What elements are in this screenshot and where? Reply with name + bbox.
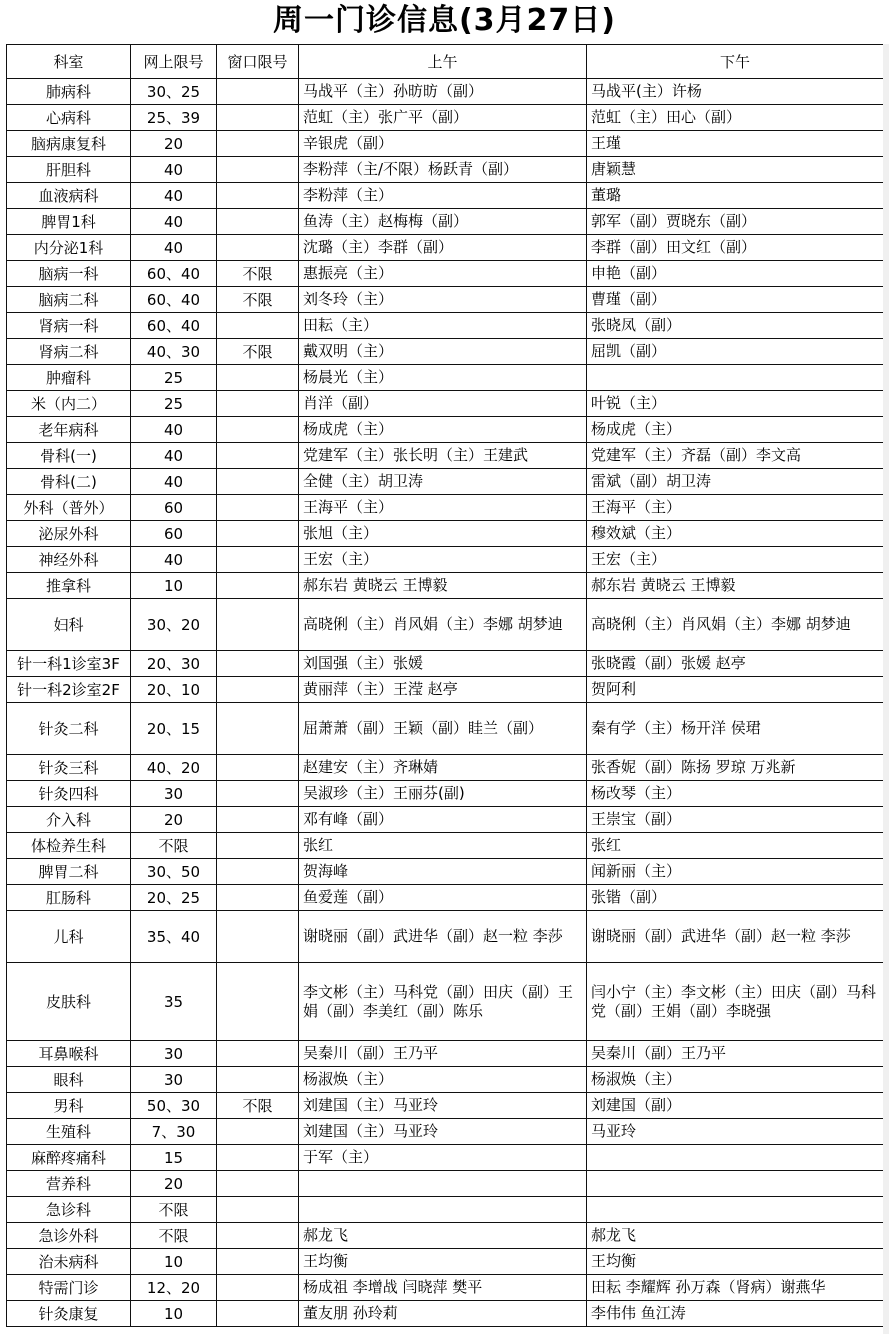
table-row	[7, 521, 884, 547]
afternoon-doctors-cell: 谢晓丽（副）武进华（副）赵一粒 李莎	[587, 911, 884, 963]
table-row	[7, 1197, 884, 1223]
online-limit-cell: 25	[131, 365, 217, 391]
morning-doctors-cell: 张旭（主）	[299, 521, 587, 547]
table-row	[7, 235, 884, 261]
window-limit-cell	[217, 495, 299, 521]
online-limit-cell: 10	[131, 573, 217, 599]
window-limit-cell	[217, 677, 299, 703]
online-limit-cell: 不限	[131, 1197, 217, 1223]
right-edge-strip	[883, 44, 889, 1334]
window-limit-cell	[217, 79, 299, 105]
table-row	[7, 365, 884, 391]
afternoon-doctors-cell: 范虹（主）田心（副）	[587, 105, 884, 131]
table-row	[7, 911, 884, 963]
online-limit-cell: 40	[131, 417, 217, 443]
morning-doctors-cell: 谢晓丽（副）武进华（副）赵一粒 李莎	[299, 911, 587, 963]
afternoon-doctors-cell: 李群（副）田文红（副）	[587, 235, 884, 261]
department-cell: 眼科	[7, 1067, 131, 1093]
window-limit-cell: 不限	[217, 339, 299, 365]
morning-doctors-cell: 于军（主）	[299, 1145, 587, 1171]
table-row	[7, 443, 884, 469]
department-cell: 皮肤科	[7, 963, 131, 1041]
table-row	[7, 313, 884, 339]
morning-doctors-cell: 董友朋 孙玲莉	[299, 1301, 587, 1327]
department-cell: 针灸二科	[7, 703, 131, 755]
morning-doctors-cell: 刘国强（主）张媛	[299, 651, 587, 677]
department-cell: 脑病二科	[7, 287, 131, 313]
morning-doctors-cell: 吴秦川（副）王乃平	[299, 1041, 587, 1067]
online-limit-cell: 40	[131, 547, 217, 573]
window-limit-cell	[217, 1041, 299, 1067]
afternoon-doctors-cell	[587, 365, 884, 391]
morning-doctors-cell: 全健（主）胡卫涛	[299, 469, 587, 495]
online-limit-cell: 60	[131, 495, 217, 521]
department-cell: 肿瘤科	[7, 365, 131, 391]
afternoon-doctors-cell: 张晓霞（副）张媛 赵亭	[587, 651, 884, 677]
table-row	[7, 807, 884, 833]
table-row	[7, 1067, 884, 1093]
morning-doctors-cell: 戴双明（主）	[299, 339, 587, 365]
online-limit-cell: 20	[131, 1171, 217, 1197]
morning-doctors-cell: 范虹（主）张广平（副）	[299, 105, 587, 131]
morning-doctors-cell: 王宏（主）	[299, 547, 587, 573]
morning-doctors-cell: 张红	[299, 833, 587, 859]
table-row	[7, 1093, 884, 1119]
window-limit-cell	[217, 1171, 299, 1197]
window-limit-cell	[217, 391, 299, 417]
afternoon-doctors-cell: 杨成虎（主）	[587, 417, 884, 443]
online-limit-cell: 35	[131, 963, 217, 1041]
morning-doctors-cell	[299, 1197, 587, 1223]
department-cell: 营养科	[7, 1171, 131, 1197]
table-row	[7, 755, 884, 781]
department-cell: 针一科1诊室3F	[7, 651, 131, 677]
afternoon-doctors-cell: 王瑾	[587, 131, 884, 157]
afternoon-doctors-cell: 闻新丽（主）	[587, 859, 884, 885]
morning-doctors-cell: 刘冬玲（主）	[299, 287, 587, 313]
table-row	[7, 859, 884, 885]
online-limit-cell: 30	[131, 1067, 217, 1093]
morning-doctors-cell: 李文彬（主）马科党（副）田庆（副）王娟（副）李美红（副）陈乐	[299, 963, 587, 1041]
morning-doctors-cell: 王海平（主）	[299, 495, 587, 521]
afternoon-doctors-cell: 张晓凤（副）	[587, 313, 884, 339]
online-limit-cell: 40	[131, 183, 217, 209]
table-row	[7, 1249, 884, 1275]
online-limit-cell: 30、20	[131, 599, 217, 651]
department-cell: 特需门诊	[7, 1275, 131, 1301]
online-limit-cell: 35、40	[131, 911, 217, 963]
table-row	[7, 1145, 884, 1171]
table-row	[7, 339, 884, 365]
afternoon-doctors-cell: 唐颖慧	[587, 157, 884, 183]
afternoon-doctors-cell	[587, 1171, 884, 1197]
online-limit-cell: 30、25	[131, 79, 217, 105]
department-cell: 针灸康复	[7, 1301, 131, 1327]
table-row	[7, 781, 884, 807]
afternoon-doctors-cell: 马亚玲	[587, 1119, 884, 1145]
online-limit-cell: 40、30	[131, 339, 217, 365]
department-cell: 针灸三科	[7, 755, 131, 781]
window-limit-cell: 不限	[217, 1093, 299, 1119]
morning-doctors-cell: 田耘（主）	[299, 313, 587, 339]
header-afternoon: 下午	[587, 45, 884, 79]
page-title: 周一门诊信息(3月27日)	[272, 3, 617, 38]
afternoon-doctors-cell: 穆效斌（主）	[587, 521, 884, 547]
online-limit-cell: 不限	[131, 833, 217, 859]
morning-doctors-cell: 鱼涛（主）赵梅梅（副）	[299, 209, 587, 235]
table-row	[7, 547, 884, 573]
morning-doctors-cell: 惠振亮（主）	[299, 261, 587, 287]
department-cell: 生殖科	[7, 1119, 131, 1145]
online-limit-cell: 20、15	[131, 703, 217, 755]
department-cell: 肝胆科	[7, 157, 131, 183]
department-cell: 急诊科	[7, 1197, 131, 1223]
online-limit-cell: 40	[131, 157, 217, 183]
afternoon-doctors-cell	[587, 1197, 884, 1223]
online-limit-cell: 25、39	[131, 105, 217, 131]
table-body	[7, 79, 884, 1327]
department-cell: 脑病一科	[7, 261, 131, 287]
morning-doctors-cell: 杨成虎（主）	[299, 417, 587, 443]
table-row	[7, 79, 884, 105]
window-limit-cell	[217, 209, 299, 235]
morning-doctors-cell: 邓有峰（副）	[299, 807, 587, 833]
window-limit-cell	[217, 963, 299, 1041]
window-limit-cell	[217, 157, 299, 183]
header-window-limit: 窗口限号	[217, 45, 299, 79]
header-morning: 上午	[299, 45, 587, 79]
afternoon-doctors-cell: 高晓俐（主）肖风娟（主）李娜 胡梦迪	[587, 599, 884, 651]
online-limit-cell: 7、30	[131, 1119, 217, 1145]
online-limit-cell: 20、30	[131, 651, 217, 677]
window-limit-cell	[217, 547, 299, 573]
department-cell: 脑病康复科	[7, 131, 131, 157]
afternoon-doctors-cell: 马战平(主）许杨	[587, 79, 884, 105]
window-limit-cell	[217, 573, 299, 599]
department-cell: 血液病科	[7, 183, 131, 209]
table-row	[7, 573, 884, 599]
afternoon-doctors-cell: 申艳（副）	[587, 261, 884, 287]
afternoon-doctors-cell: 张香妮（副）陈扬 罗琼 万兆新	[587, 755, 884, 781]
department-cell: 老年病科	[7, 417, 131, 443]
online-limit-cell: 20、10	[131, 677, 217, 703]
window-limit-cell	[217, 911, 299, 963]
online-limit-cell: 60	[131, 521, 217, 547]
online-limit-cell: 12、20	[131, 1275, 217, 1301]
window-limit-cell	[217, 833, 299, 859]
online-limit-cell: 20	[131, 131, 217, 157]
window-limit-cell	[217, 1145, 299, 1171]
online-limit-cell: 40	[131, 443, 217, 469]
afternoon-doctors-cell: 杨改琴（主）	[587, 781, 884, 807]
table-row	[7, 885, 884, 911]
morning-doctors-cell: 贺海峰	[299, 859, 587, 885]
department-cell: 男科	[7, 1093, 131, 1119]
department-cell: 针灸四科	[7, 781, 131, 807]
morning-doctors-cell: 屈萧萧（副）王颖（副）眭兰（副）	[299, 703, 587, 755]
table-row	[7, 677, 884, 703]
afternoon-doctors-cell: 郭军（副）贾晓东（副）	[587, 209, 884, 235]
clinic-schedule-table	[6, 44, 884, 1327]
window-limit-cell	[217, 651, 299, 677]
afternoon-doctors-cell: 王海平（主）	[587, 495, 884, 521]
morning-doctors-cell: 李粉萍（主）	[299, 183, 587, 209]
online-limit-cell: 30	[131, 1041, 217, 1067]
window-limit-cell	[217, 1275, 299, 1301]
online-limit-cell: 30、50	[131, 859, 217, 885]
table-row	[7, 963, 884, 1041]
window-limit-cell	[217, 1197, 299, 1223]
online-limit-cell: 20	[131, 807, 217, 833]
table-row	[7, 261, 884, 287]
table-row	[7, 209, 884, 235]
table-row	[7, 131, 884, 157]
morning-doctors-cell: 鱼爱莲（副）	[299, 885, 587, 911]
afternoon-doctors-cell: 闫小宁（主）李文彬（主）田庆（副）马科党（副）王娟（副）李晓强	[587, 963, 884, 1041]
table-row	[7, 703, 884, 755]
table-row	[7, 1119, 884, 1145]
department-cell: 脾胃二科	[7, 859, 131, 885]
window-limit-cell: 不限	[217, 261, 299, 287]
department-cell: 骨科(一)	[7, 443, 131, 469]
window-limit-cell	[217, 183, 299, 209]
department-cell: 神经外科	[7, 547, 131, 573]
window-limit-cell	[217, 859, 299, 885]
online-limit-cell: 60、40	[131, 261, 217, 287]
morning-doctors-cell: 杨淑焕（主）	[299, 1067, 587, 1093]
online-limit-cell: 不限	[131, 1223, 217, 1249]
department-cell: 米（内二）	[7, 391, 131, 417]
table-row	[7, 651, 884, 677]
morning-doctors-cell: 吴淑珍（主）王丽芬(副)	[299, 781, 587, 807]
morning-doctors-cell	[299, 1171, 587, 1197]
window-limit-cell	[217, 1119, 299, 1145]
afternoon-doctors-cell: 郝东岩 黄晓云 王博毅	[587, 573, 884, 599]
table-row	[7, 599, 884, 651]
window-limit-cell	[217, 599, 299, 651]
department-cell: 肛肠科	[7, 885, 131, 911]
department-cell: 妇科	[7, 599, 131, 651]
window-limit-cell	[217, 703, 299, 755]
window-limit-cell	[217, 1223, 299, 1249]
afternoon-doctors-cell: 叶锐（主）	[587, 391, 884, 417]
window-limit-cell	[217, 1249, 299, 1275]
department-cell: 介入科	[7, 807, 131, 833]
afternoon-doctors-cell: 王均衡	[587, 1249, 884, 1275]
window-limit-cell	[217, 365, 299, 391]
table-row	[7, 495, 884, 521]
online-limit-cell: 40	[131, 209, 217, 235]
table-row	[7, 1041, 884, 1067]
afternoon-doctors-cell: 党建军（主）齐磊（副）李文高	[587, 443, 884, 469]
afternoon-doctors-cell: 杨淑焕（主）	[587, 1067, 884, 1093]
afternoon-doctors-cell	[587, 1145, 884, 1171]
morning-doctors-cell: 杨成祖 李增战 闫晓萍 樊平	[299, 1275, 587, 1301]
morning-doctors-cell: 刘建国（主）马亚玲	[299, 1119, 587, 1145]
afternoon-doctors-cell: 张锴（副）	[587, 885, 884, 911]
afternoon-doctors-cell: 雷斌（副）胡卫涛	[587, 469, 884, 495]
morning-doctors-cell: 马战平（主）孙昉昉（副）	[299, 79, 587, 105]
morning-doctors-cell: 辛银虎（副）	[299, 131, 587, 157]
afternoon-doctors-cell: 贺阿利	[587, 677, 884, 703]
morning-doctors-cell: 沈璐（主）李群（副）	[299, 235, 587, 261]
table-row	[7, 391, 884, 417]
window-limit-cell	[217, 1067, 299, 1093]
header-department: 科室	[7, 45, 131, 79]
morning-doctors-cell: 杨晨光（主）	[299, 365, 587, 391]
department-cell: 泌尿外科	[7, 521, 131, 547]
window-limit-cell	[217, 521, 299, 547]
afternoon-doctors-cell: 秦有学（主）杨开洋 侯珺	[587, 703, 884, 755]
afternoon-doctors-cell: 屈凯（副）	[587, 339, 884, 365]
window-limit-cell	[217, 105, 299, 131]
table-row	[7, 1301, 884, 1327]
table-row	[7, 417, 884, 443]
window-limit-cell	[217, 417, 299, 443]
department-cell: 内分泌1科	[7, 235, 131, 261]
department-cell: 肾病二科	[7, 339, 131, 365]
department-cell: 脾胃1科	[7, 209, 131, 235]
department-cell: 麻醉疼痛科	[7, 1145, 131, 1171]
department-cell: 推拿科	[7, 573, 131, 599]
department-cell: 耳鼻喉科	[7, 1041, 131, 1067]
afternoon-doctors-cell: 王崇宝（副）	[587, 807, 884, 833]
table-row	[7, 1223, 884, 1249]
window-limit-cell	[217, 469, 299, 495]
window-limit-cell	[217, 755, 299, 781]
window-limit-cell	[217, 1301, 299, 1327]
table-header-row	[7, 45, 884, 79]
table-row	[7, 287, 884, 313]
department-cell: 针一科2诊室2F	[7, 677, 131, 703]
department-cell: 体检养生科	[7, 833, 131, 859]
department-cell: 治未病科	[7, 1249, 131, 1275]
afternoon-doctors-cell: 曹瑾（副）	[587, 287, 884, 313]
online-limit-cell: 15	[131, 1145, 217, 1171]
morning-doctors-cell: 高晓俐（主）肖风娟（主）李娜 胡梦迪	[299, 599, 587, 651]
morning-doctors-cell: 肖洋（副）	[299, 391, 587, 417]
table-row	[7, 157, 884, 183]
window-limit-cell	[217, 885, 299, 911]
afternoon-doctors-cell: 田耘 李耀辉 孙万森（肾病）谢燕华	[587, 1275, 884, 1301]
online-limit-cell: 20、25	[131, 885, 217, 911]
window-limit-cell: 不限	[217, 287, 299, 313]
morning-doctors-cell: 郝东岩 黄晓云 王博毅	[299, 573, 587, 599]
department-cell: 外科（普外）	[7, 495, 131, 521]
online-limit-cell: 60、40	[131, 287, 217, 313]
department-cell: 肾病一科	[7, 313, 131, 339]
table-row	[7, 469, 884, 495]
online-limit-cell: 10	[131, 1249, 217, 1275]
table-row	[7, 1275, 884, 1301]
afternoon-doctors-cell: 吴秦川（副）王乃平	[587, 1041, 884, 1067]
morning-doctors-cell: 郝龙飞	[299, 1223, 587, 1249]
window-limit-cell	[217, 235, 299, 261]
afternoon-doctors-cell: 董璐	[587, 183, 884, 209]
morning-doctors-cell: 黄丽萍（主）王滢 赵亭	[299, 677, 587, 703]
online-limit-cell: 10	[131, 1301, 217, 1327]
online-limit-cell: 50、30	[131, 1093, 217, 1119]
header-online-limit: 网上限号	[131, 45, 217, 79]
department-cell: 儿科	[7, 911, 131, 963]
table-row	[7, 183, 884, 209]
morning-doctors-cell: 赵建安（主）齐琳婧	[299, 755, 587, 781]
afternoon-doctors-cell: 李伟伟 鱼江涛	[587, 1301, 884, 1327]
online-limit-cell: 40	[131, 235, 217, 261]
morning-doctors-cell: 刘建国（主）马亚玲	[299, 1093, 587, 1119]
online-limit-cell: 40	[131, 469, 217, 495]
afternoon-doctors-cell: 刘建国（副）	[587, 1093, 884, 1119]
department-cell: 肺病科	[7, 79, 131, 105]
afternoon-doctors-cell: 郝龙飞	[587, 1223, 884, 1249]
morning-doctors-cell: 王均衡	[299, 1249, 587, 1275]
online-limit-cell: 60、40	[131, 313, 217, 339]
afternoon-doctors-cell: 王宏（主）	[587, 547, 884, 573]
morning-doctors-cell: 党建军（主）张长明（主）王建武	[299, 443, 587, 469]
window-limit-cell	[217, 443, 299, 469]
window-limit-cell	[217, 313, 299, 339]
department-cell: 心病科	[7, 105, 131, 131]
department-cell: 急诊外科	[7, 1223, 131, 1249]
department-cell: 骨科(二)	[7, 469, 131, 495]
online-limit-cell: 40、20	[131, 755, 217, 781]
morning-doctors-cell: 李粉萍（主/不限）杨跃青（副）	[299, 157, 587, 183]
table-row	[7, 105, 884, 131]
online-limit-cell: 25	[131, 391, 217, 417]
online-limit-cell: 30	[131, 781, 217, 807]
table-row	[7, 833, 884, 859]
afternoon-doctors-cell: 张红	[587, 833, 884, 859]
window-limit-cell	[217, 781, 299, 807]
window-limit-cell	[217, 131, 299, 157]
table-row	[7, 1171, 884, 1197]
window-limit-cell	[217, 807, 299, 833]
